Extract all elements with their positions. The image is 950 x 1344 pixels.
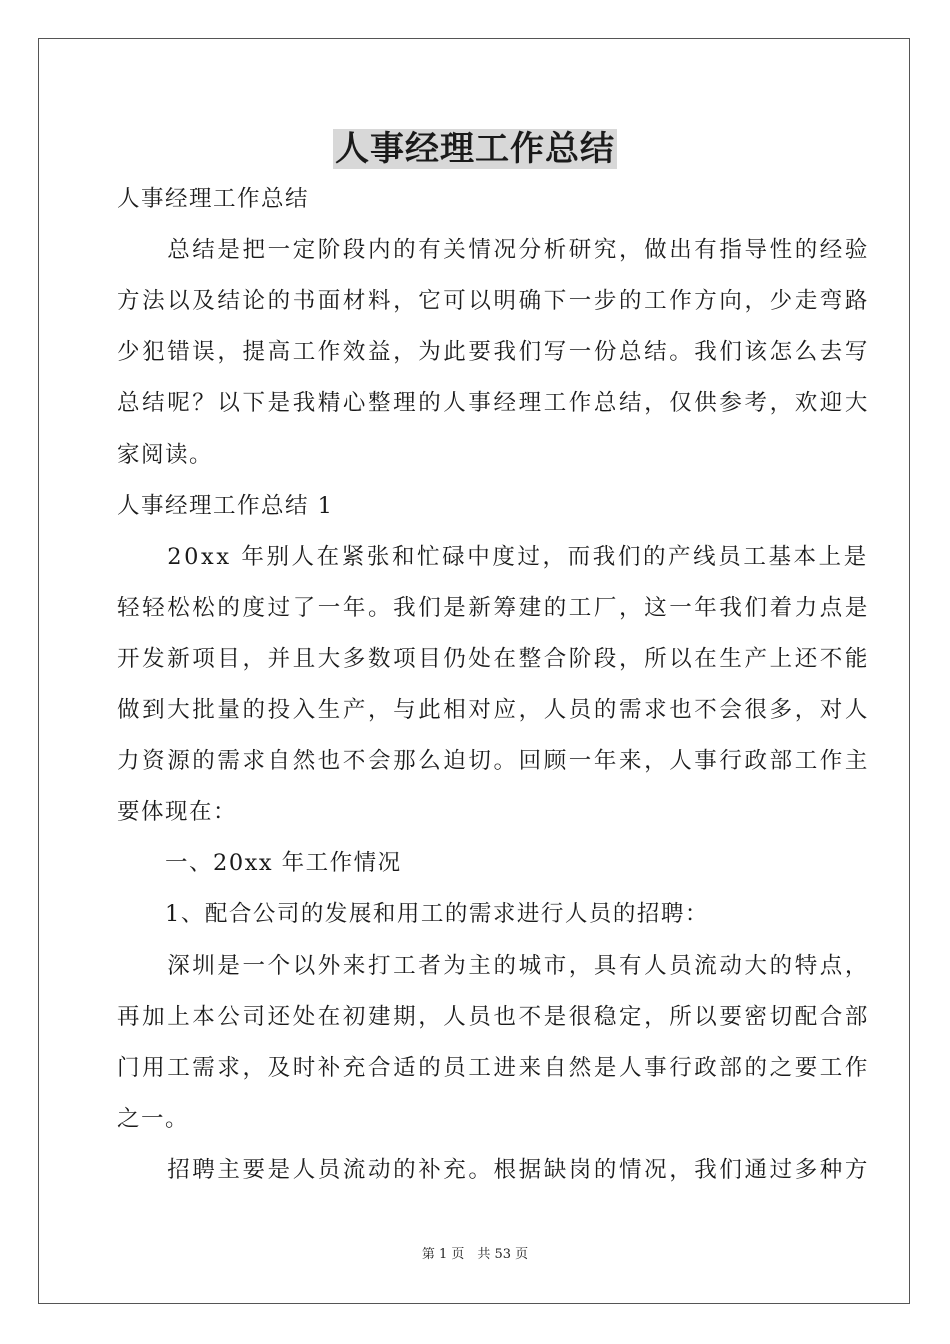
document-title: [0, 126, 950, 172]
body-line: 人事经理工作总结 1: [117, 492, 334, 519]
body-line: 20xx 年别人在紧张和忙碌中度过，而我们的产线员工基本上是: [117, 543, 869, 570]
body-line: 再加上本公司还处在初建期，人员也不是很稳定，所以要密切配合部: [117, 1003, 871, 1030]
body-line: 之一。: [117, 1105, 190, 1132]
body-line: 做到大批量的投入生产，与此相对应，人员的需求也不会很多，对人: [117, 697, 871, 723]
body-line: 开发新项目，并且大多数项目仍处在整合阶段，所以在生产上还不能: [117, 645, 871, 672]
body-line: 少犯错误，提高工作效益，为此要我们写一份总结。我们该怎么去写: [117, 339, 871, 366]
body-line: 人事经理工作总结: [117, 186, 310, 212]
body-line: 一、20xx 年工作情况: [117, 850, 402, 877]
body-line: 1、配合公司的发展和用工的需求进行人员的招聘：: [117, 901, 709, 928]
body-line: 深圳是一个以外来打工者为主的城市，具有人员流动大的特点，: [117, 952, 871, 979]
body-line: 门用工需求，及时补充合适的员工进来自然是人事行政部的之要工作: [117, 1054, 871, 1081]
body-line: 轻轻松松的度过了一年。我们是新筹建的工厂，这一年我们着力点是: [117, 594, 871, 621]
body-line: 家阅读。: [117, 441, 214, 468]
body-line: 总结是把一定阶段内的有关情况分析研究，做出有指导性的经验: [117, 237, 871, 264]
body-line: 力资源的需求自然也不会那么迫切。回顾一年来，人事行政部工作主: [117, 748, 871, 775]
page-footer: 第 1 页 共 53 页: [421, 1247, 529, 1262]
document-title-text: 人事经理工作总结: [335, 129, 615, 169]
body-line: 招聘主要是人员流动的补充。根据缺岗的情况，我们通过多种方: [117, 1156, 871, 1183]
body-line: 要体现在：: [117, 799, 238, 826]
body-line: 方法以及结论的书面材料，它可以明确下一步的工作方向，少走弯路: [117, 288, 871, 315]
body-line: 总结呢？以下是我精心整理的人事经理工作总结，仅供参考，欢迎大: [117, 390, 871, 417]
